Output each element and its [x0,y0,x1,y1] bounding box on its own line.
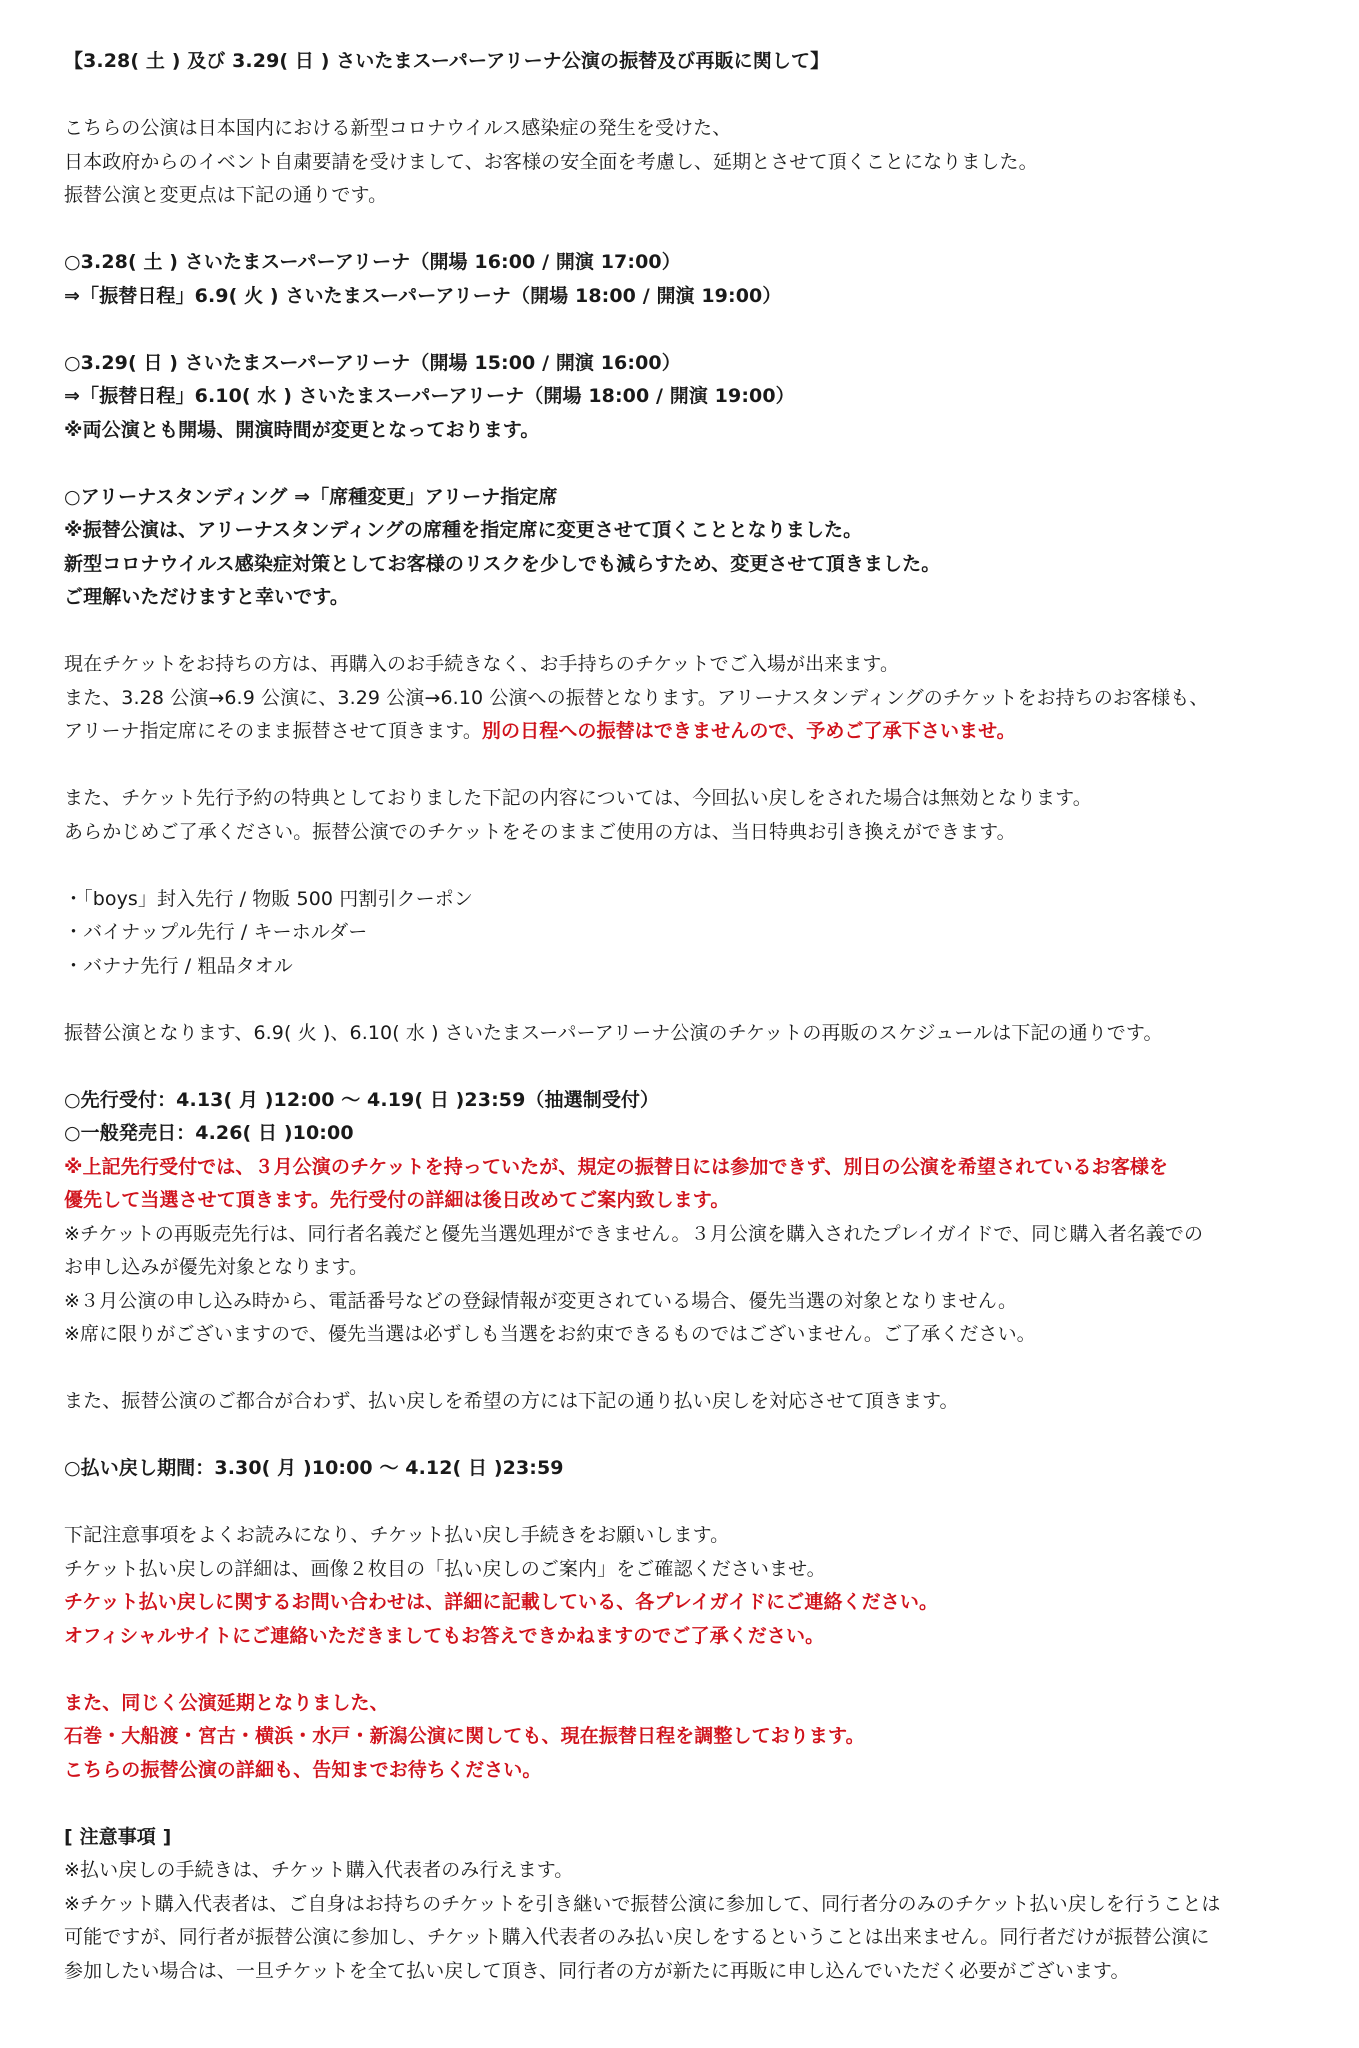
caution-line: ※払い戻しの手続きは、チケット購入代表者のみ行えます。 [64,1859,574,1881]
seat-change-line: ※振替公演は、アリーナスタンディングの席種を指定席に変更させて頂くこととなりました。 [64,519,863,541]
schedule2-note: ※両公演とも開場、開演時間が変更となっております。 [64,418,540,441]
refund-period: ○払い戻し期間：3.30( 月 )10:00 〜 4.12( 日 )23:59 [64,1457,564,1479]
spacer [64,1050,1299,1084]
resale-intro: 振替公演となります、6.9( 火 )、6.10( 水 ) さいたまスーパーアリーナ公演のチケットの再販のスケジュールは下記の通りです。 [64,1021,1163,1044]
resale-note: ※チケットの再販売先行は、同行者名義だと優先当選処理ができません。３月公演を購入されたプレイガイドで、同じ購入者名義での [64,1222,1204,1245]
spacer [64,749,1299,783]
intro-line: 振替公演と変更点は下記の通りです。 [64,184,388,206]
seat-change-line: 新型コロナウイルス感染症対策としてお客様のリスクを少しでも減らすため、変更させて頂きました。 [64,552,941,575]
benefit-item: ・バナナ先行 / 粗品タオル [64,954,293,977]
resale-note: ※席に限りがございますので、優先当選は必ずしも当選をお約束できるものではございません。ご了承ください。 [64,1323,1036,1345]
intro-line: 日本政府からのイベント自粛要請を受けまして、お客様の安全面を考慮し、延期とさせて頂くことになりました。 [64,150,1038,173]
schedule1-new: ⇒「振替日程」6.9( 火 ) さいたまスーパーアリーナ（開場 18:00 / 開演 19:00） [64,284,782,307]
spacer [64,1352,1299,1386]
current-ticket-warning: 別の日程への振替はできませんので、予めご了承下さいませ。 [481,720,1016,742]
seat-change-line: ○アリーナスタンディング ⇒「席種変更」アリーナ指定席 [64,485,558,508]
caution-line: ※チケット購入代表者は、ご自身はお持ちのチケットを引き継いで振替公演に参加して、同行者分のみのチケット払い戻しを行うことは [64,1892,1221,1915]
spacer [64,1653,1299,1687]
resale-note: お申し込みが優先対象となります。 [64,1256,369,1278]
caution-line: 可能ですが、同行者が振替公演に参加し、チケット購入代表者のみ払い戻しをするということは出来ません。同行者だけが振替公演に [64,1926,1210,1948]
resale-general: ○一般発売日：4.26( 日 )10:00 [64,1122,354,1144]
spacer [64,1787,1299,1821]
benefits-intro-line: あらかじめご了承ください。振替公演でのチケットをそのままご使用の方は、当日特典お引き換えができます。 [64,820,1016,843]
resale-red-note: ※上記先行受付では、３月公演のチケットを持っていたが、規定の振替日には参加できず、別日の公演を希望されているお客様を [64,1155,1169,1178]
spacer [64,1419,1299,1453]
resale-red-note: 優先して当選させて頂きます。先行受付の詳細は後日改めてご案内致します。 [64,1189,730,1211]
intro-line: こちらの公演は日本国内における新型コロナウイルス感染症の発生を受けた、 [64,117,732,139]
spacer [64,213,1299,247]
document-title: 【3.28( 土 ) 及び 3.29( 日 ) さいたまスーパーアリーナ公演の振替及び再販に関して】 [64,50,830,72]
spacer [64,447,1299,481]
refund-red-note: オフィシャルサイトにご連絡いただきましてもお答えできかねますのでご了承ください。 [64,1624,825,1647]
current-ticket-line: 現在チケットをお持ちの方は、再購入のお手続きなく、お手持ちのチケットでご入場が出来ます。 [64,653,900,675]
caution-line: 参加したい場合は、一旦チケットを全て払い戻して頂き、同行者の方が新たに再販に申し込んでいただく必要がございます。 [64,1959,1130,1982]
seat-change-line: ご理解いただけますと幸いです。 [64,586,349,608]
benefit-item: ・バイナップル先行 / キーホルダー [64,921,368,943]
resale-advance: ○先行受付：4.13( 月 )12:00 〜 4.19( 日 )23:59（抽選制受付） [64,1088,660,1111]
schedule2-original: ○3.29( 日 ) さいたまスーパーアリーナ（開場 15:00 / 開演 16:00） [64,351,681,374]
refund-note: チケット払い戻しの詳細は、画像２枚目の「払い戻しのご案内」をご確認くださいませ。 [64,1557,826,1580]
resale-note: ※３月公演の申し込み時から、電話番号などの登録情報が変更されている場合、優先当選の対象となりません。 [64,1289,1018,1312]
postponed-red-note: こちらの振替公演の詳細も、告知までお待ちください。 [64,1758,542,1781]
current-ticket-normal-text: アリーナ指定席にそのまま振替させて頂きます。 [64,720,482,742]
spacer [64,849,1299,883]
refund-note: 下記注意事項をよくお読みになり、チケット払い戻し手続きをお願いします。 [64,1524,730,1546]
spacer [64,983,1299,1017]
cautions-heading: [ 注意事項 ] [64,1825,172,1848]
spacer [64,1486,1299,1520]
spacer [64,79,1299,113]
benefit-item: ・「boys」封入先行 / 物販 500 円割引クーポン [64,887,473,910]
spacer [64,615,1299,649]
postponed-red-note: また、同じく公演延期となりました、 [64,1691,389,1714]
benefits-intro-line: また、チケット先行予約の特典としておりました下記の内容については、今回払い戻しをされた場合は無効となります。 [64,787,1092,809]
current-ticket-line [64,715,1299,749]
current-ticket-line: また、3.28 公演→6.9 公演に、3.29 公演→6.10 公演への振替となります。アリーナスタンディングのチケットをお持ちのお客様も、 [64,686,1209,709]
postponed-red-note: 石巻・大船渡・宮古・横浜・水戸・新潟公演に関しても、現在振替日程を調整しております。 [64,1725,865,1747]
spacer [64,313,1299,347]
schedule1-original: ○3.28( 土 ) さいたまスーパーアリーナ（開場 16:00 / 開演 17:00） [64,251,681,273]
refund-red-note: チケット払い戻しに関するお問い合わせは、詳細に記載している、各プレイガイドにご連絡ください。 [64,1591,939,1613]
schedule2-new: ⇒「振替日程」6.10( 水 ) さいたまスーパーアリーナ（開場 18:00 / 開演 19:00） [64,385,795,407]
refund-intro: また、振替公演のご都合が合わず、払い戻しを希望の方には下記の通り払い戻しを対応させて頂きます。 [64,1390,959,1412]
